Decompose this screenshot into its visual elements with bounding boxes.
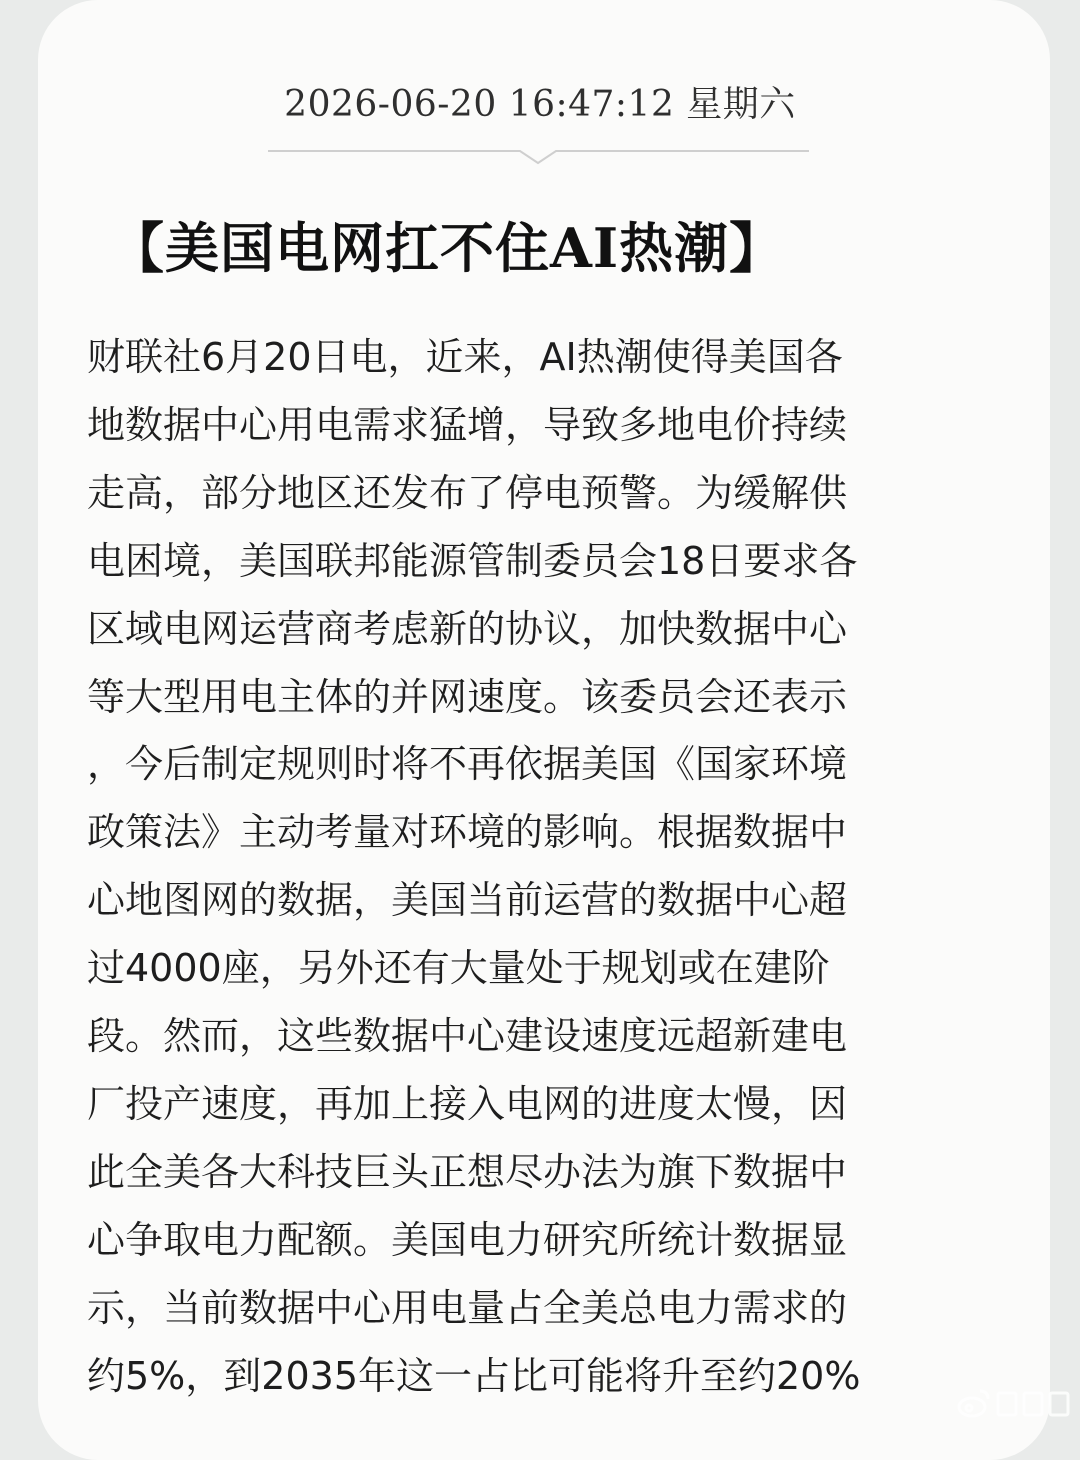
weibo-watermark-icon (954, 1383, 1074, 1423)
article-timestamp: 2026-06-20 16:47:12 星期六 (284, 84, 796, 125)
timestamp-divider (268, 149, 809, 165)
article-headline: 【美国电网扛不住AI热潮】 (110, 216, 785, 280)
article-body: 财联社6月20日电，近来，AI热潮使得美国各 地数据中心用电需求猛增，导致多地电价持续 走高，部分地区还发布了停电预警。为缓解供 电困境，美国联邦能源管制委员会18日要求各 区域电网运营商考虑新的协议，加快数据中心 等大型用电主体的并网速度。该委员会还表示 ，今后制定规则时将不再依据美国《国家环境 政策法》主动考量对环境的影响。根据数据中 心地图网的数据，美国当前运营的数据中心超 过4000座，另外还有大量处于规划或在建阶 段。然而，这些数据中心建设速度远超新建电 厂投产速度，再加上接入电网的进度太慢，因 此全美各大科技巨头正想尽办法为旗下数据中 心争取电力配额。美国电力研究所统计数据显 示，当前数据中心用电量占全美总电力需求的 约5%，到2035年这一占比可能将升至约20% (87, 335, 861, 1398)
